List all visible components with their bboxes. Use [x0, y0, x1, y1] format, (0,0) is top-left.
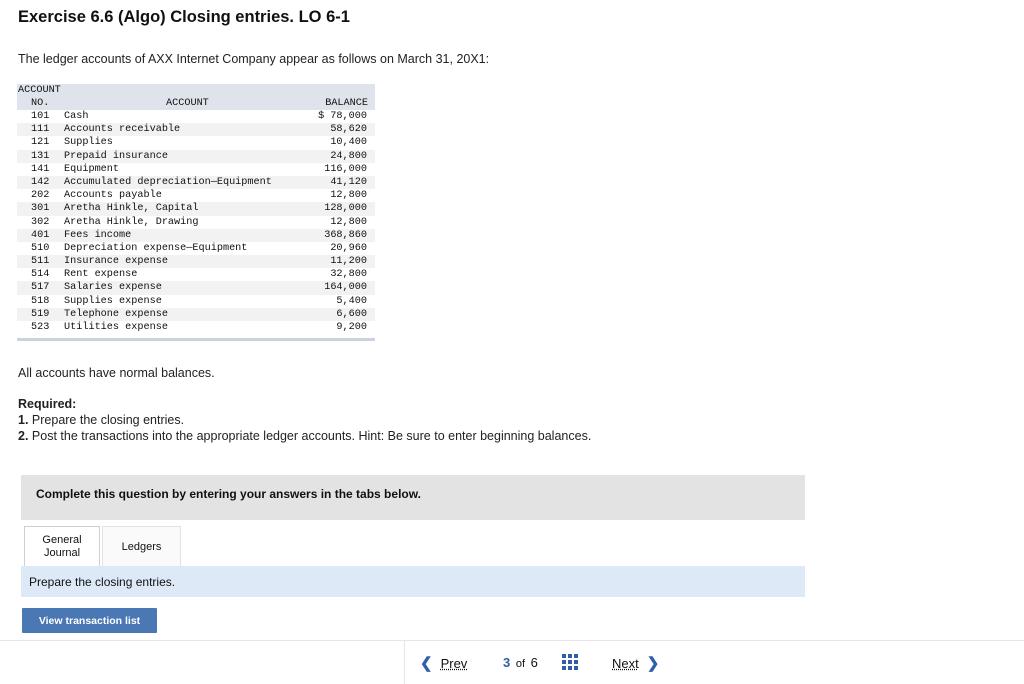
- account-name: Depreciation expense—Equipment: [64, 242, 248, 254]
- account-name: Aretha Hinkle, Capital: [64, 203, 199, 215]
- account-name: Telephone expense: [64, 308, 168, 320]
- account-number: 121: [31, 137, 50, 149]
- instruction-banner: [21, 475, 805, 520]
- required-item-1: 1. Prepare the closing entries.: [18, 413, 185, 427]
- account-name: Accounts receivable: [64, 124, 181, 136]
- view-transaction-list-button[interactable]: View transaction list: [22, 608, 157, 633]
- grid-icon[interactable]: [562, 654, 578, 670]
- account-balance: 164,000: [324, 282, 367, 294]
- prev-button[interactable]: [420, 654, 467, 672]
- account-name: Aretha Hinkle, Drawing: [64, 216, 199, 228]
- ledger-row: [17, 295, 375, 308]
- account-balance: 6,600: [336, 308, 367, 320]
- account-balance: 20,960: [330, 242, 367, 254]
- account-name: Equipment: [64, 163, 120, 175]
- account-name: Cash: [64, 111, 89, 122]
- account-number: 141: [31, 163, 50, 175]
- account-number: 111: [31, 124, 50, 136]
- account-number: 523: [31, 322, 50, 333]
- ledger-row: [17, 136, 375, 149]
- account-balance: 368,860: [324, 229, 367, 241]
- account-number: 514: [31, 269, 50, 281]
- ledger-row: [17, 202, 375, 215]
- account-number: 511: [31, 256, 50, 268]
- ledger-row: [17, 281, 375, 294]
- page-title: Exercise 6.6 (Algo) Closing entries. LO 6-1: [18, 8, 350, 26]
- account-balance: 24,800: [330, 150, 367, 162]
- account-balance: 58,620: [330, 124, 367, 136]
- account-number: 101: [31, 111, 50, 122]
- account-number: 302: [31, 216, 50, 228]
- ledger-row: [17, 242, 375, 255]
- current-page: 3: [503, 655, 511, 670]
- ledger-row: [17, 308, 375, 321]
- ledger-rows: [17, 110, 375, 334]
- tab-ledgers[interactable]: [102, 526, 181, 566]
- account-number: 202: [31, 190, 50, 202]
- ledger-row: [17, 268, 375, 281]
- intro-text: The ledger accounts of AXX Internet Company appear as follows on March 31, 20X1:: [18, 52, 490, 66]
- ledger-row: [17, 229, 375, 242]
- header-no: NO.: [31, 98, 50, 109]
- ledger-row: [17, 163, 375, 176]
- account-number: 131: [31, 150, 50, 162]
- account-name: Insurance expense: [64, 256, 168, 268]
- header-balance: BALANCE: [325, 98, 368, 109]
- account-number: 518: [31, 295, 50, 307]
- next-label: Next: [612, 655, 639, 671]
- footer-vertical-divider: [404, 641, 405, 684]
- account-name: Accounts payable: [64, 190, 162, 202]
- account-name: Accumulated depreciation—Equipment: [64, 176, 272, 188]
- ledger-row: [17, 189, 375, 202]
- tab-general-journal-label: General Journal: [42, 533, 82, 559]
- account-name: Fees income: [64, 229, 132, 241]
- account-balance: 12,800: [330, 216, 367, 228]
- account-balance: 10,400: [330, 137, 367, 149]
- account-name: Rent expense: [64, 269, 138, 281]
- required-heading: Required:: [18, 397, 77, 411]
- footer-divider: [0, 640, 1024, 641]
- ledger-header: [17, 84, 375, 110]
- account-balance: 41,120: [330, 176, 367, 188]
- tab-general-journal[interactable]: [24, 526, 100, 566]
- page-of: of: [515, 658, 526, 670]
- account-number: 142: [31, 176, 50, 188]
- account-number: 519: [31, 308, 50, 320]
- account-number: 401: [31, 229, 50, 241]
- required-section: [18, 396, 591, 444]
- tab-instruction-text: Prepare the closing entries.: [29, 575, 176, 589]
- ledger-row: [17, 150, 375, 163]
- tab-instruction: [21, 566, 805, 597]
- page-indicator: [503, 655, 538, 670]
- account-balance: 11,200: [330, 256, 367, 268]
- account-name: Supplies: [64, 137, 113, 149]
- account-balance: 12,800: [330, 190, 367, 202]
- account-name: Salaries expense: [64, 282, 162, 294]
- ledger-row: [17, 123, 375, 136]
- account-balance: 9,200: [336, 322, 367, 333]
- chevron-right-icon: ❯: [646, 655, 660, 672]
- account-name: Supplies expense: [64, 295, 162, 307]
- banner-text: Complete this question by entering your answers in the tabs below.: [36, 487, 421, 501]
- ledger-table: [17, 84, 375, 341]
- next-button[interactable]: [612, 654, 659, 672]
- account-balance: 5,400: [336, 295, 367, 307]
- header-account: ACCOUNT: [166, 98, 209, 109]
- account-balance: 128,000: [324, 203, 367, 215]
- account-number: 301: [31, 203, 50, 215]
- account-balance: 32,800: [330, 269, 367, 281]
- header-account-group: ACCOUNT: [18, 85, 61, 96]
- account-balance: 116,000: [324, 163, 367, 175]
- total-pages: 6: [530, 655, 538, 670]
- ledger-row: [17, 176, 375, 189]
- chevron-left-icon: ❮: [420, 655, 433, 672]
- normal-balances-note: All accounts have normal balances.: [18, 366, 215, 380]
- account-name: Prepaid insurance: [64, 150, 168, 162]
- ledger-row: [17, 110, 375, 123]
- ledger-row: [17, 216, 375, 229]
- ledger-row: [17, 321, 375, 334]
- account-name: Utilities expense: [64, 322, 168, 333]
- prev-label: Prev: [440, 655, 468, 671]
- account-number: 510: [31, 242, 50, 254]
- account-balance: $ 78,000: [318, 111, 367, 122]
- account-number: 517: [31, 282, 50, 294]
- ledger-row: [17, 255, 375, 268]
- tab-ledgers-label: Ledgers: [121, 540, 162, 553]
- required-item-2: 2. Post the transactions into the appropriate ledger accounts. Hint: Be sure to enter beginning balances.: [18, 429, 592, 443]
